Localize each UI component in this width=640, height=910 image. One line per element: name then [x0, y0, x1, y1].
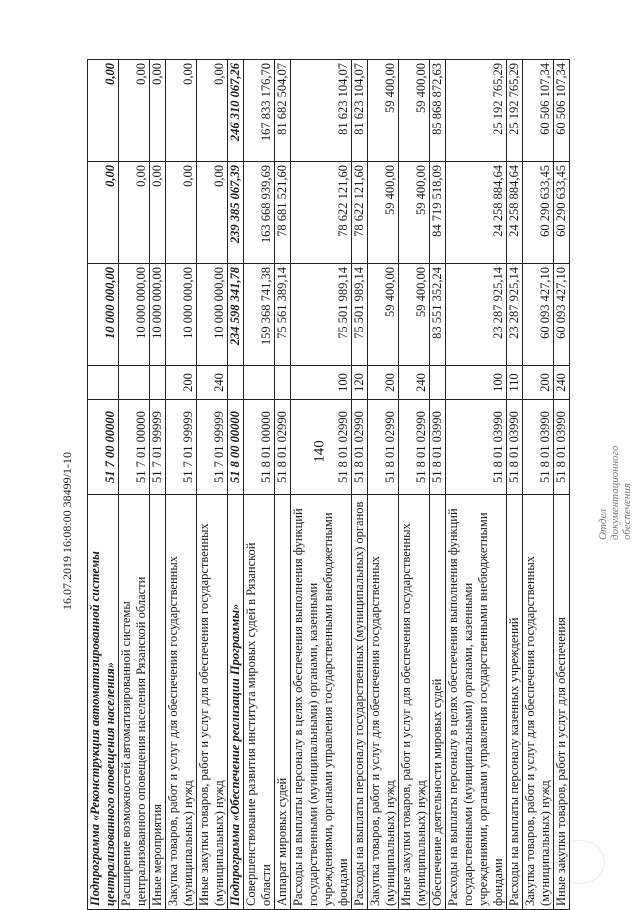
- row-expense-type: 240: [399, 366, 430, 400]
- table-row: [228, 60, 244, 910]
- row-name: Расширение возможностей автоматизированной системы централизованного оповещения населения Рязанской области: [119, 495, 150, 910]
- row-amount-2022: 25 192 765,29: [446, 60, 507, 162]
- row-expense-type: 110: [507, 366, 523, 400]
- row-code: 51 7 01 00000: [119, 400, 150, 495]
- row-expense-type: 200: [368, 366, 399, 400]
- row-amount-2021: 60 290 633,45: [523, 162, 554, 264]
- row-expense-type: [244, 366, 275, 400]
- row-amount-2020: 60 093 427,10: [554, 264, 570, 366]
- row-code: 51 8 01 03990: [507, 400, 523, 495]
- row-expense-type: [119, 366, 150, 400]
- table-row: [88, 60, 119, 910]
- row-name: Аппарат мировых судей: [275, 495, 291, 910]
- table-row: [150, 60, 166, 910]
- table-row: [507, 60, 523, 910]
- row-code: 51 8 00 00000: [228, 400, 244, 495]
- row-name: Подпрограмма «Обеспечение реализации Программы»: [228, 495, 244, 910]
- row-expense-type: 120: [352, 366, 368, 400]
- row-amount-2020: 75 501 989,14: [291, 264, 352, 366]
- row-amount-2022: 0,00: [197, 60, 228, 162]
- row-name: Закупка товаров, работ и услуг для обеспечения государственных (муниципальных) нужд: [523, 495, 554, 910]
- table-row: [119, 60, 150, 910]
- row-name: Совершенствование развития института мировых судей в Рязанской области: [244, 495, 275, 910]
- row-expense-type: [88, 366, 119, 400]
- row-code: 51 8 01 02990: [275, 400, 291, 495]
- row-amount-2020: 10 000 000,00: [166, 264, 197, 366]
- row-amount-2022: 25 192 765,29: [507, 60, 523, 162]
- row-amount-2020: 83 551 352,24: [430, 264, 446, 366]
- row-amount-2020: 59 400,00: [368, 264, 399, 366]
- row-amount-2022: 0,00: [88, 60, 119, 162]
- row-amount-2021: 0,00: [166, 162, 197, 264]
- row-amount-2022: 60 506 107,34: [554, 60, 570, 162]
- row-expense-type: 100: [291, 366, 352, 400]
- row-code: 51 8 01 02990: [368, 400, 399, 495]
- row-expense-type: 240: [554, 366, 570, 400]
- row-code: 51 8 01 02990: [399, 400, 430, 495]
- row-expense-type: 240: [197, 366, 228, 400]
- row-amount-2020: 59 400,00: [399, 264, 430, 366]
- row-amount-2021: 0,00: [150, 162, 166, 264]
- row-amount-2020: 10 000 000,00: [119, 264, 150, 366]
- row-amount-2020: 10 000 000,00: [197, 264, 228, 366]
- row-expense-type: [275, 366, 291, 400]
- row-amount-2022: 167 833 176,70: [244, 60, 275, 162]
- row-amount-2020: 10 000 000,00: [88, 264, 119, 366]
- row-amount-2022: 60 506 107,34: [523, 60, 554, 162]
- row-amount-2021: 24 258 884,64: [446, 162, 507, 264]
- row-amount-2021: 60 290 633,45: [554, 162, 570, 264]
- row-code: 51 7 00 00000: [88, 400, 119, 495]
- row-amount-2022: 246 310 067,26: [228, 60, 244, 162]
- budget-table: [87, 59, 570, 910]
- row-amount-2020: 10 000 000,00: [150, 264, 166, 366]
- row-expense-type: [430, 366, 446, 400]
- row-amount-2021: 0,00: [119, 162, 150, 264]
- row-amount-2021: 0,00: [197, 162, 228, 264]
- row-code: 51 8 01 00000: [244, 400, 275, 495]
- row-code: 51 8 01 03990: [554, 400, 570, 495]
- row-amount-2021: 59 400,00: [399, 162, 430, 264]
- row-amount-2022: 85 868 872,63: [430, 60, 446, 162]
- row-amount-2021: 0,00: [88, 162, 119, 264]
- row-amount-2022: 59 400,00: [368, 60, 399, 162]
- row-code: 51 7 01 99999: [197, 400, 228, 495]
- row-amount-2021: 24 258 884,64: [507, 162, 523, 264]
- document-stamp: 16.07.2019 16:08:00 38499/1-10: [60, 452, 74, 610]
- table-row: [244, 60, 275, 910]
- table-row: [291, 60, 352, 910]
- row-name: Расходы на выплаты персоналу казенных учреждений: [507, 495, 523, 910]
- row-amount-2022: 0,00: [166, 60, 197, 162]
- row-name: Иные закупки товаров, работ и услуг для обеспечения государственных (муниципальных) нужд: [399, 495, 430, 910]
- row-amount-2021: 78 622 121,60: [352, 162, 368, 264]
- row-amount-2020: 23 287 925,14: [446, 264, 507, 366]
- row-code: 51 8 01 03990: [446, 400, 507, 495]
- row-code: 51 7 01 99999: [166, 400, 197, 495]
- row-amount-2020: 60 093 427,10: [523, 264, 554, 366]
- row-code: 51 8 01 03990: [430, 400, 446, 495]
- table-row: [430, 60, 446, 910]
- table-row: [166, 60, 197, 910]
- row-amount-2022: 59 400,00: [399, 60, 430, 162]
- row-name: Подпрограмма «Реконструкция автоматизированной системы централизованного оповещения населения»: [88, 495, 119, 910]
- row-code: 51 8 01 03990: [523, 400, 554, 495]
- rotated-page-area: [87, 60, 607, 910]
- row-amount-2020: 75 501 989,14: [352, 264, 368, 366]
- row-amount-2022: 0,00: [150, 60, 166, 162]
- row-code: 51 8 01 02990: [291, 400, 352, 495]
- budget-table-body: [88, 60, 570, 910]
- row-amount-2020: 159 368 741,38: [244, 264, 275, 366]
- row-name: Иные закупки товаров, работ и услуг для обеспечения государственных (муниципальных) нужд: [197, 495, 228, 910]
- row-name: Иные закупки товаров, работ и услуг для обеспечения: [554, 495, 570, 910]
- row-expense-type: 200: [166, 366, 197, 400]
- row-name: Закупка товаров, работ и услуг для обеспечения государственных (муниципальных) нужд: [166, 495, 197, 910]
- row-name: Обеспечение деятельности мировых судей: [430, 495, 446, 910]
- department-mark: Отдел документационного обеспечения: [597, 445, 633, 540]
- row-expense-type: [228, 366, 244, 400]
- row-amount-2021: 59 400,00: [368, 162, 399, 264]
- row-amount-2022: 81 623 104,07: [352, 60, 368, 162]
- row-expense-type: 100: [446, 366, 507, 400]
- row-amount-2021: 78 681 521,60: [275, 162, 291, 264]
- table-row: [523, 60, 554, 910]
- table-row: [399, 60, 430, 910]
- row-name: Расходы на выплаты персоналу в целях обеспечения выполнения функций государственными (муниципальными) органами, казенными учреждениями, органами управления государственными внебюджетными фондами: [291, 495, 352, 910]
- row-expense-type: [150, 366, 166, 400]
- row-amount-2020: 75 561 389,14: [275, 264, 291, 366]
- page-number: 140: [311, 440, 328, 463]
- row-amount-2021: 78 622 121,60: [291, 162, 352, 264]
- row-amount-2022: 0,00: [119, 60, 150, 162]
- row-amount-2021: 239 385 067,39: [228, 162, 244, 264]
- row-expense-type: 200: [523, 366, 554, 400]
- row-amount-2021: 163 668 939,69: [244, 162, 275, 264]
- row-name: Закупка товаров, работ и услуг для обеспечения государственных (муниципальных) нужд: [368, 495, 399, 910]
- row-amount-2020: 234 598 341,78: [228, 264, 244, 366]
- table-row: [352, 60, 368, 910]
- row-name: Расходы на выплаты персоналу в целях обеспечения выполнения функций государственными (муниципальными) органами, казенными учреждениями, органами управления государственными внебюджетными фондами: [446, 495, 507, 910]
- row-name: Расходы на выплаты персоналу государственных (муниципальных) органов: [352, 495, 368, 910]
- row-amount-2022: 81 623 104,07: [291, 60, 352, 162]
- table-row: [368, 60, 399, 910]
- rotated-content: [87, 60, 607, 910]
- row-name: Иные мероприятия: [150, 495, 166, 910]
- row-amount-2022: 81 682 504,07: [275, 60, 291, 162]
- row-amount-2020: 23 287 925,14: [507, 264, 523, 366]
- row-amount-2021: 84 719 518,09: [430, 162, 446, 264]
- row-code: 51 7 01 99999: [150, 400, 166, 495]
- table-row: [275, 60, 291, 910]
- table-row: [446, 60, 507, 910]
- table-row: [554, 60, 570, 910]
- table-row: [197, 60, 228, 910]
- row-code: 51 8 01 02990: [352, 400, 368, 495]
